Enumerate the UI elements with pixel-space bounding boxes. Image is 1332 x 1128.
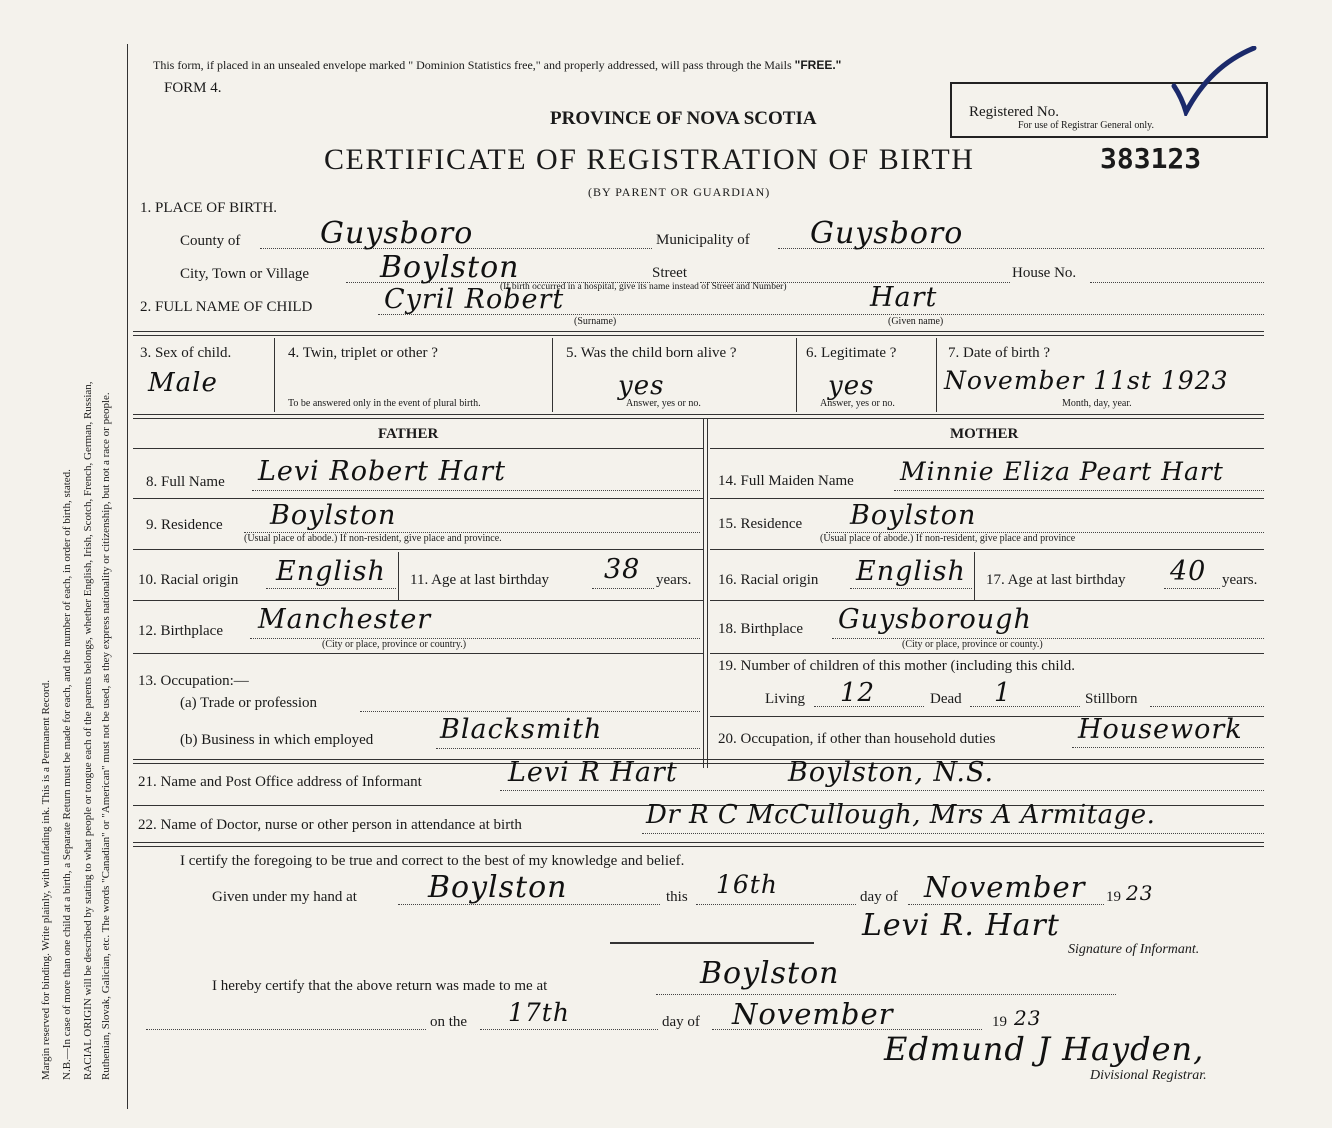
surname-caption: (Surname)	[574, 316, 617, 327]
sex-label: 3. Sex of child.	[140, 345, 232, 361]
legitimate-label: 6. Legitimate ?	[806, 345, 897, 361]
sex-value: Male	[148, 368, 218, 398]
living-value: 12	[840, 678, 876, 708]
father-birthplace-label: 12. Birthplace	[138, 623, 223, 639]
registrar-signature: Edmund J Hayden,	[884, 1030, 1205, 1068]
father-residence-note: (Usual place of abode.) If non-resident, give place and province.	[244, 533, 502, 544]
born-alive-value: yes	[618, 371, 665, 401]
stillborn-label: Stillborn	[1085, 691, 1138, 707]
registered-sub: For use of Registrar General only.	[1018, 120, 1154, 131]
child-given-name-value: Cyril Robert	[384, 284, 565, 315]
mother-birthplace-label: 18. Birthplace	[718, 621, 803, 637]
municipality-label: Municipality of	[656, 232, 750, 248]
mother-racial-label: 16. Racial origin	[718, 572, 819, 588]
given-at-label: Given under my hand at	[212, 889, 357, 905]
father-name-label: 8. Full Name	[146, 474, 225, 490]
dead-label: Dead	[930, 691, 962, 707]
place-of-birth-label: 1. PLACE OF BIRTH.	[140, 200, 278, 216]
mother-age-years: years.	[1222, 572, 1258, 588]
father-racial-label: 10. Racial origin	[138, 572, 239, 588]
check-mark-icon	[1170, 46, 1260, 116]
legitimate-value: yes	[828, 371, 875, 401]
father-age-value: 38	[604, 554, 641, 585]
municipality-value: Guysboro	[810, 216, 964, 251]
child-name-label: 2. FULL NAME OF CHILD	[140, 299, 313, 315]
mail-notice-free: "FREE."	[794, 58, 842, 72]
father-heading: FATHER	[378, 426, 439, 442]
twin-label: 4. Twin, triplet or other ?	[288, 345, 438, 361]
certificate-title: CERTIFICATE OF REGISTRATION OF BIRTH	[324, 143, 975, 176]
certificate-number: 383123	[1100, 142, 1202, 175]
father-racial-value: English	[276, 556, 386, 587]
margin-notes	[28, 40, 118, 1080]
father-residence-value: Boylston	[270, 500, 397, 531]
registrar-statement: I hereby certify that the above return was made to me at	[212, 978, 548, 994]
this-label: this	[666, 889, 688, 905]
trade-label: (a) Trade or profession	[180, 695, 318, 711]
given-name-caption: (Given name)	[888, 316, 944, 327]
born-alive-note: Answer, yes or no.	[626, 398, 701, 409]
county-label: County of	[180, 233, 241, 249]
mother-heading: MOTHER	[950, 426, 1019, 442]
mother-age-label: 17. Age at last birthday	[986, 572, 1126, 588]
county-value: Guysboro	[320, 216, 474, 251]
mother-occupation-value: Housework	[1078, 714, 1243, 745]
certify-year-prefix: 19	[1106, 889, 1121, 905]
registrar-on-label: on the	[430, 1014, 468, 1030]
mother-birthplace-value: Guysborough	[838, 604, 1032, 635]
registrar-day-of-label: day of	[662, 1014, 700, 1030]
attendant-value: Dr R C McCullough, Mrs A Armitage.	[646, 800, 1156, 830]
certify-year-value: 23	[1126, 881, 1154, 905]
registrar-caption: Divisional Registrar.	[1090, 1068, 1207, 1083]
mother-birthplace-note: (City or place, province or county.)	[902, 639, 1043, 650]
mother-residence-label: 15. Residence	[718, 516, 803, 532]
father-occupation-label: 13. Occupation:—	[138, 673, 249, 689]
margin-note-racial: RACIAL ORIGIN will be described by stating to what people or tongue each of the parents belongs, whether English, Irish, Scotch, French, German, Russian,	[82, 381, 94, 1080]
mother-residence-value: Boylston	[850, 500, 977, 531]
living-label: Living	[765, 691, 805, 707]
father-residence-label: 9. Residence	[146, 517, 223, 533]
margin-note-nb: N.B.—In case of more than one child at a birth, a Separate Return must be made for each, and the number of each, in order of birth, stated.	[61, 469, 73, 1080]
father-name-value: Levi Robert Hart	[258, 456, 506, 487]
date-of-birth-label: 7. Date of birth ?	[948, 345, 1051, 361]
mother-name-label: 14. Full Maiden Name	[718, 473, 854, 489]
registrar-year-prefix: 19	[992, 1014, 1007, 1030]
date-of-birth-note: Month, day, year.	[1062, 398, 1132, 409]
business-label: (b) Business in which employed	[180, 732, 374, 748]
house-number-label: House No.	[1012, 265, 1077, 281]
father-age-label: 11. Age at last birthday	[410, 572, 549, 588]
registrar-day-value: 17th	[508, 998, 570, 1027]
street-label: Street	[652, 265, 687, 281]
legitimate-note: Answer, yes or no.	[820, 398, 895, 409]
registrar-year-value: 23	[1014, 1006, 1042, 1030]
registrar-month-value: November	[732, 997, 894, 1031]
children-count-label: 19. Number of children of this mother (including this child.	[718, 658, 1076, 674]
certificate-subtitle: (BY PARENT OR GUARDIAN)	[588, 185, 771, 199]
informant-label: 21. Name and Post Office address of Informant	[138, 774, 422, 790]
informant-address-value: Boylston, N.S.	[788, 757, 995, 788]
born-alive-label: 5. Was the child born alive ?	[566, 345, 737, 361]
given-at-value: Boylston	[428, 870, 568, 905]
margin-note-binding: Margin reserved for binding. Write plainly, with unfading ink. This is a Permanent Record.	[40, 680, 52, 1080]
business-value: Blacksmith	[440, 714, 603, 745]
twin-note: To be answered only in the event of plural birth.	[288, 398, 481, 409]
date-of-birth-value: November 11st 1923	[944, 366, 1229, 395]
registered-label: Registered No.	[969, 104, 1059, 120]
father-birthplace-note: (City or place, province or country.)	[322, 639, 467, 650]
registrar-place-value: Boylston	[700, 956, 840, 991]
mother-age-value: 40	[1170, 556, 1207, 587]
street-note: (If birth occurred in a hospital, give its name instead of Street and Number)	[500, 282, 787, 292]
mother-name-value: Minnie Eliza Peart Hart	[900, 457, 1224, 486]
certify-statement: I certify the foregoing to be true and correct to the best of my knowledge and belief.	[180, 853, 685, 869]
margin-note-racial-cont: Ruthenian, Slovak, Galician, etc. The words "Canadian" or "American" must not be used, as they express nationality or citizenship, but not a race or people.	[100, 392, 112, 1080]
mail-notice-text: This form, if placed in an unsealed envelope marked " Dominion Statistics free," and properly addressed, will pass through the Mails	[153, 58, 792, 72]
informant-name-value: Levi R Hart	[508, 757, 678, 788]
father-age-years: years.	[656, 572, 692, 588]
certify-day-value: 16th	[716, 870, 778, 899]
father-birthplace-value: Manchester	[258, 604, 432, 635]
city-label: City, Town or Village	[180, 266, 310, 282]
dead-value: 1	[994, 678, 1012, 708]
certify-day-of-label: day of	[860, 889, 898, 905]
mother-occupation-label: 20. Occupation, if other than household duties	[718, 731, 996, 747]
mother-residence-note: (Usual place of abode.) If non-resident, give place and province	[820, 533, 1076, 544]
mail-notice	[153, 58, 841, 73]
informant-signature-caption: Signature of Informant.	[1068, 942, 1200, 957]
certify-month-value: November	[924, 870, 1086, 904]
child-surname-value: Hart	[870, 282, 938, 313]
mother-racial-value: English	[856, 556, 966, 587]
form-number: FORM 4.	[164, 80, 222, 96]
city-value: Boylston	[380, 250, 520, 285]
informant-signature: Levi R. Hart	[862, 908, 1060, 943]
attendant-label: 22. Name of Doctor, nurse or other person in attendance at birth	[138, 817, 522, 833]
province-title: PROVINCE OF NOVA SCOTIA	[550, 108, 817, 129]
margin-rule	[127, 44, 128, 1109]
